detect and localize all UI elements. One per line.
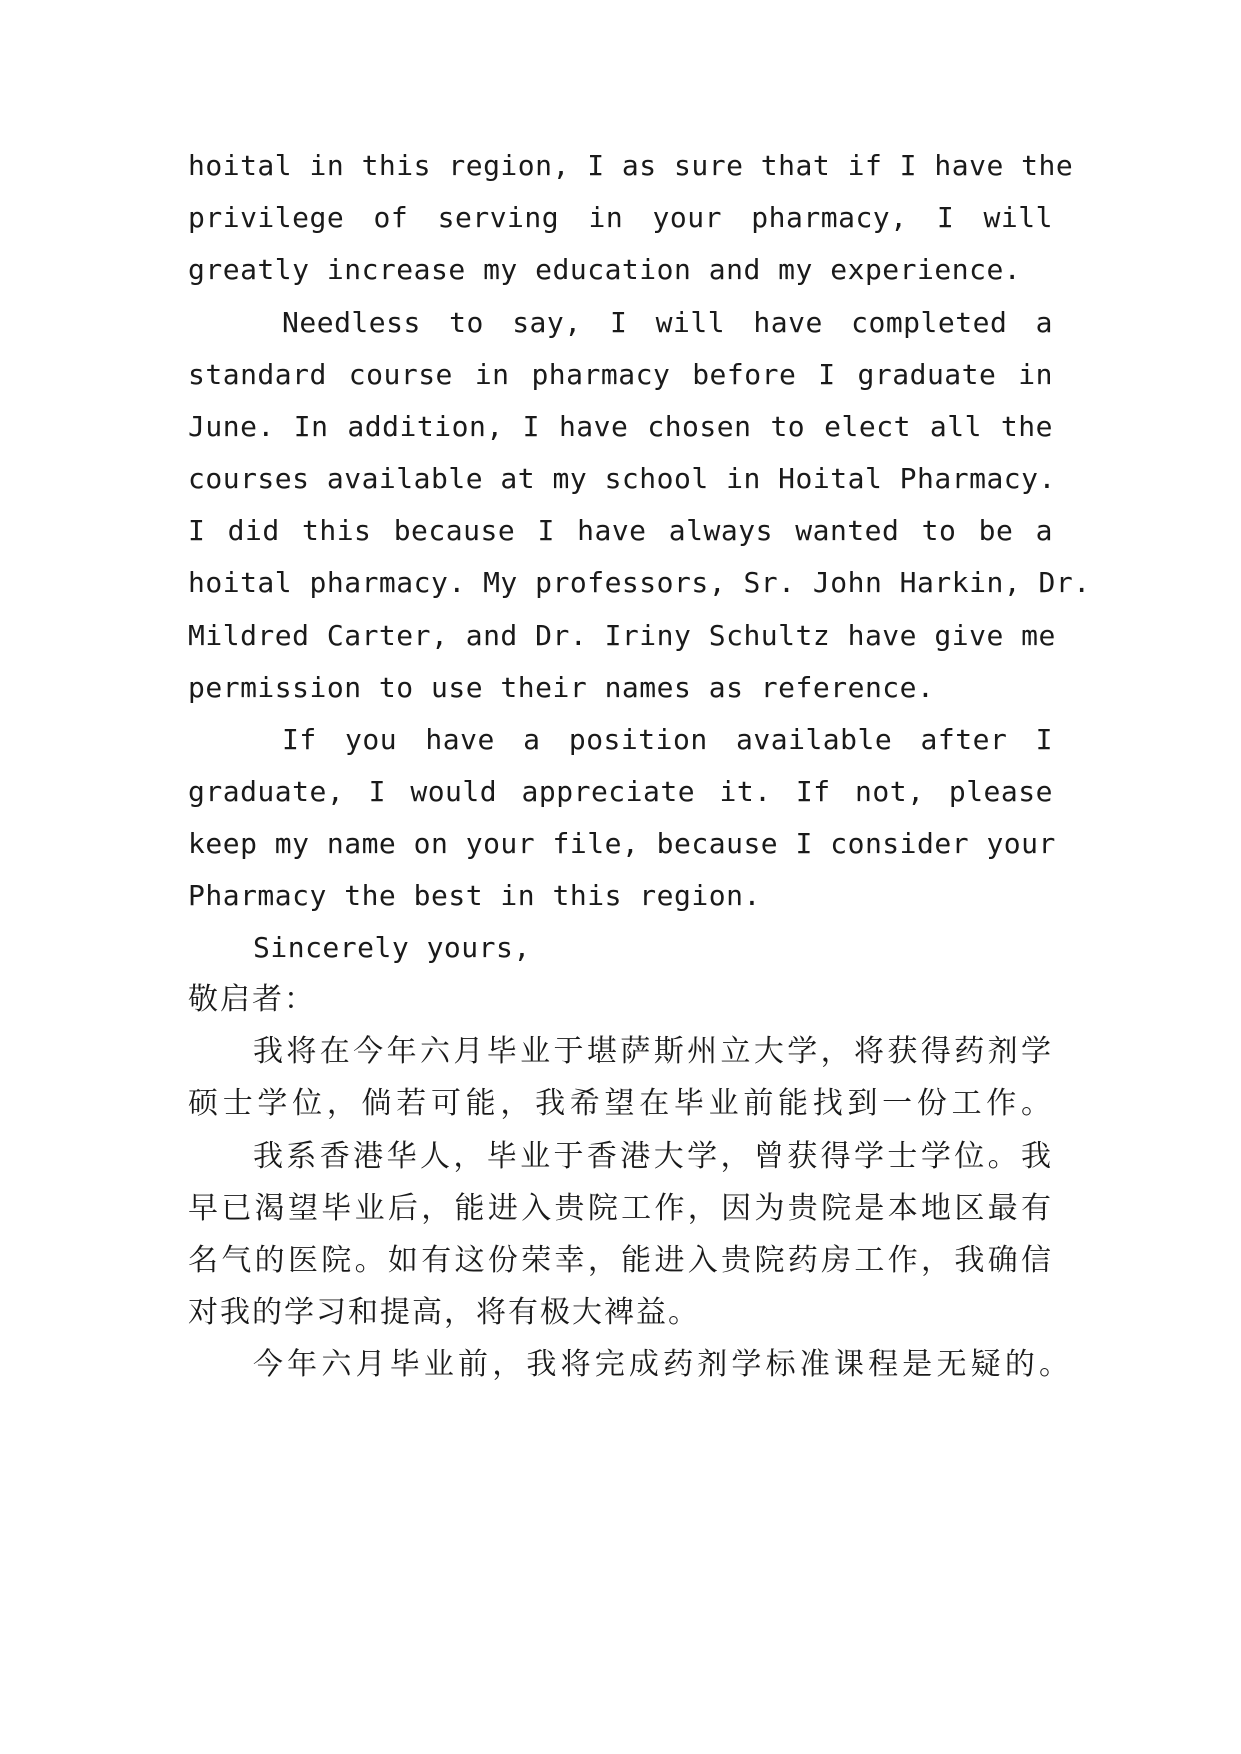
en-p3-line-2: graduate, I would appreciate it. If not, please	[188, 775, 1053, 808]
en-p3-line-1: If you have a position available after I	[282, 723, 1053, 756]
en-p2-line-1: Needless to say, I will have completed a	[282, 306, 1053, 339]
en-p2-line-2: standard course in pharmacy before I graduate in	[188, 358, 1053, 391]
zh-salutation: 敬启者：	[188, 982, 316, 1017]
zh-p2-line-3: 名气的医院。如有这份荣幸，能进入贵院药房工作，我确信	[188, 1243, 1053, 1278]
en-p1-line-1: hoital in this region, I as sure that if I have the	[188, 149, 1074, 182]
closing: Sincerely yours,	[253, 931, 531, 964]
en-p2-line-8: permission to use their names as reference.	[188, 671, 935, 704]
en-p2-line-3: June. In addition, I have chosen to elect all the	[188, 410, 1053, 443]
en-p3-line-3: keep my name on your file, because I consider your	[188, 827, 1056, 860]
zh-p2-line-1: 我系香港华人，毕业于香港大学，曾获得学士学位。我	[253, 1139, 1053, 1174]
zh-p1-line-1: 我将在今年六月毕业于堪萨斯州立大学，将获得药剂学	[253, 1034, 1053, 1069]
en-p2-line-6: hoital pharmacy. My professors, Sr. John Harkin, Dr.	[188, 566, 1091, 599]
en-p1-line-2: privilege of serving in your pharmacy, I will	[188, 201, 1053, 234]
en-p2-line-4: courses available at my school in Hoital Pharmacy.	[188, 462, 1056, 495]
en-p2-line-7: Mildred Carter, and Dr. Iriny Schultz have give me	[188, 619, 1056, 652]
en-p1-line-3: greatly increase my education and my experience.	[188, 253, 1022, 286]
zh-p2-line-2: 早已渴望毕业后，能进入贵院工作，因为贵院是本地区最有	[188, 1191, 1053, 1226]
en-p2-line-5: I did this because I have always wanted to be a	[188, 514, 1053, 547]
zh-p3-line-1: 今年六月毕业前，我将完成药剂学标准课程是无疑的。	[253, 1347, 1071, 1382]
en-p3-line-4: Pharmacy the best in this region.	[188, 879, 761, 912]
zh-p1-line-2: 硕士学位，倘若可能，我希望在毕业前能找到一份工作。	[188, 1086, 1053, 1121]
zh-p2-line-4: 对我的学习和提高，将有极大裨益。	[188, 1295, 700, 1330]
